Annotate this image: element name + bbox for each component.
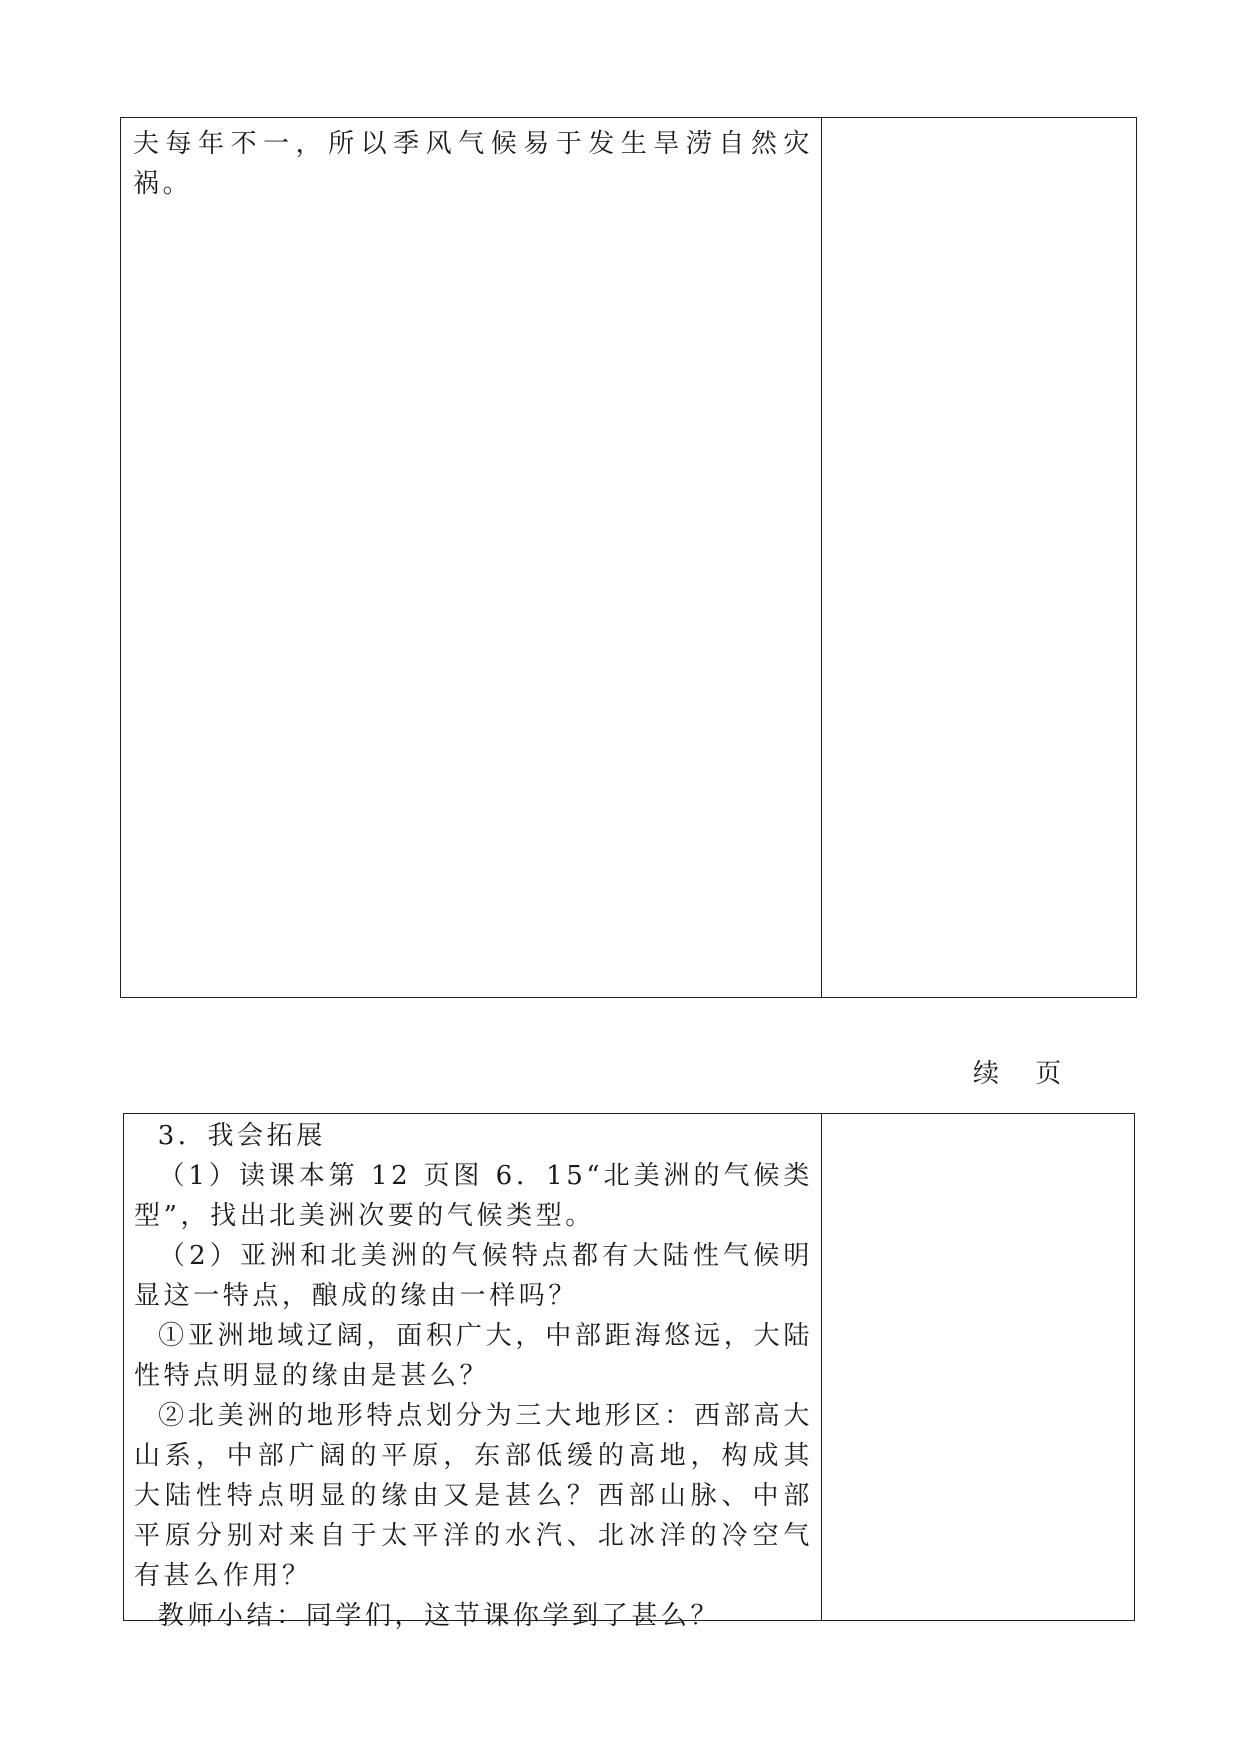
teacher-summary: 教师小结：同学们，这节课你学到了甚么？ — [134, 1601, 721, 1631]
paragraph-asia: ①亚洲地域辽阔，面积广大，中部距海悠远，大陆性特点明显的缘由是甚么？ — [134, 1321, 814, 1391]
bottom-table-right-cell — [822, 1114, 1134, 1620]
top-table-left-cell — [121, 118, 822, 997]
paragraph-north-america: ②北美洲的地形特点划分为三大地形区：西部高大山系，中部广阔的平原，东部低缓的高地，构成其大陆性特点明显的缘由又是甚么？西部山脉、中部平原分别对来自于太平洋的水汽、北冰洋的冷空气有甚么作用？ — [134, 1401, 814, 1591]
paragraph-item-1: （1）读课本第 12 页图 6．15“北美洲的气候类型”，找出北美洲次要的气候类型。 — [134, 1161, 813, 1231]
bottom-table-left-cell — [124, 1114, 822, 1631]
paragraph-item-2: （2）亚洲和北美洲的气候特点都有大陆性气候明显这一特点，酿成的缘由一样吗？ — [134, 1241, 813, 1311]
section-heading: 3．我会拓展 — [134, 1121, 326, 1151]
top-table-right-cell — [822, 118, 1136, 997]
top-table-text: 夫每年不一，所以季风气候易于发生旱涝自然灾祸。 — [133, 129, 813, 199]
bottom-table — [123, 1113, 1135, 1631]
top-table — [120, 117, 1137, 998]
continued-page-label: 续 页 — [973, 1059, 1076, 1089]
